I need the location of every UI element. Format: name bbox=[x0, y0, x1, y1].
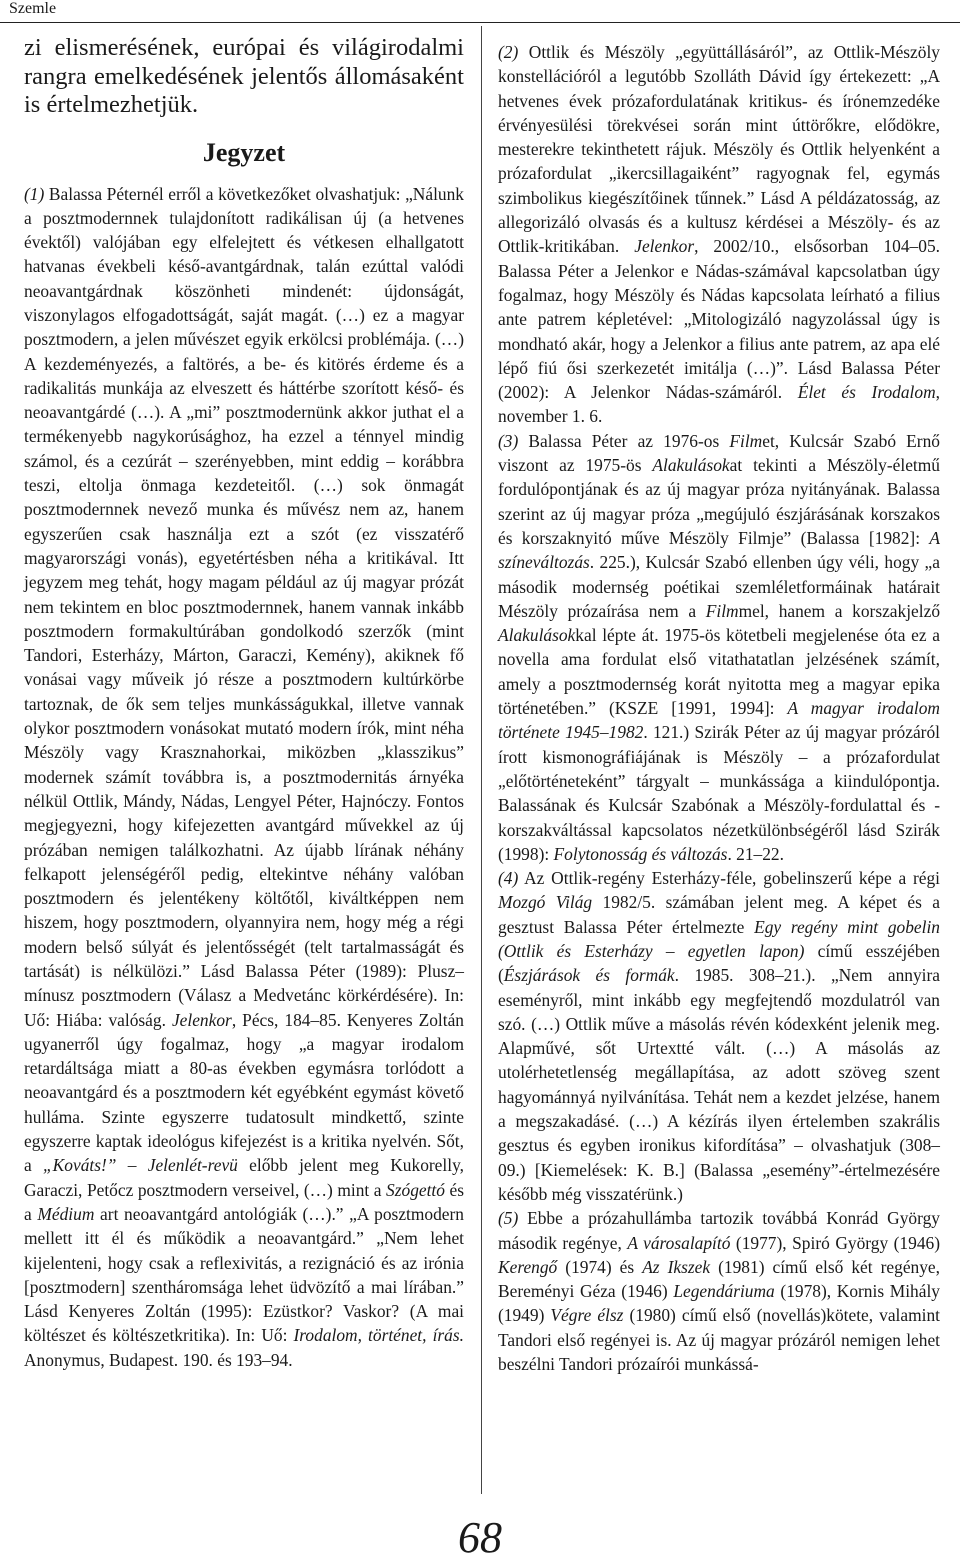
footnote-1 bbox=[24, 182, 464, 1373]
footnote-italic: A magyar irodalom története 1945–1982 bbox=[498, 698, 940, 743]
footnote-italic: A városalapító bbox=[627, 1232, 731, 1253]
footnote-text: mel, hanem a korszakjelző bbox=[738, 600, 941, 621]
footnote-italic: Film bbox=[705, 600, 739, 621]
footnote-text: , 2002/10., elsősorban 104–05. Balassa Péter a Jelenkor e Nádas-számával kapcsolatban úgy fogalmaz, hogy Mészöly és Nádas kapcsolata leírható a filius ante patrem képletével: „Mitologizáló nagyzolással úgy is mondható akár, hogy a Jelenkor a filius ante patrem, az apa elé lépő fiú ősi szerkezetét imitálja (…)”. Lásd Balassa Péter (2002): A Jelenkor Nádas-számáról. bbox=[498, 236, 940, 403]
footnote-italic: Jelenkor bbox=[171, 1009, 232, 1030]
footnote-italic: Irodalom, történet, írás. bbox=[293, 1325, 464, 1346]
footnote-text: . 225.), Kulcsár Szabó ellenben úgy véli, hogy „a második modernség poétikai szemléletformáinak határait Mészöly prózaírása nem a bbox=[498, 552, 940, 621]
footnote-text: (1974) és bbox=[557, 1256, 643, 1277]
footnote-italic: Mozgó Világ bbox=[498, 892, 593, 913]
footnote-text: Az Ottlik-regény Esterházy-féle, gobelinszerű képe a régi bbox=[518, 868, 940, 889]
footnote-text: at tekinti a Mészöly-életmű fordulópontjának és az új magyar próza nyitányának. Balassa szerint az új magyar próza „megújuló észjárásának korszakos és korszaknyitó műve Mészöly Filmje” (Balassa [1982]: bbox=[498, 455, 940, 548]
footnote-text: . 21–22. bbox=[727, 843, 784, 864]
header-rule bbox=[0, 22, 960, 23]
footnote-italic: Végre élsz bbox=[550, 1305, 624, 1326]
footnote-italic: Jelenkor bbox=[634, 236, 695, 257]
footnote-text: (1981) című első két regénye, Bereményi Géza (1946) bbox=[498, 1256, 940, 1302]
footnote-text: . 1985. 308–21.). „Nem annyira eseményről, mint inkább egy megfejtendő mozdulatról van szó. (…) Ottlik műve a másolás révén kódexként jelenik meg. Alapművé, sőt Urtextté vált. (…) A másolás az utolérhetetlenség megállapítása, az adott szöveg szent hagyománnyá nyilvánítása. Tehát nem a kezdet jelzése, hanem a megszakadásé. (…) A kézírás ilyen értelemben szakrális gesztus és egyben ironikus kifordítása” – olvashatjuk (308–09.) [Kiemelések: K. B.] (Balassa „esemény”-értelmezésére később még visszatérünk.) bbox=[498, 965, 940, 1204]
footnote-text: art neoavantgárd antológiák (…).” „A posztmodern mellett itt él és működik a neoavantgárd.” „Nem lehet kijelenteni, hogy csak a reflexivitás, a rezignáció és az irónia [posztmodern] szentháromsága lehet üdvözítő a mai lírában.” Lásd Kenyeres Zoltán (1995): Ezüstkor? Vaskor? (A mai költészet és költészetkritika). In: Uő: bbox=[24, 1203, 464, 1346]
footnote-text: , november 1. 6. bbox=[498, 382, 940, 427]
footnote-italic: Élet és Irodalom bbox=[797, 382, 936, 403]
right-column bbox=[498, 40, 940, 1376]
footnote-text: et, Kulcsár Szabó Ernő viszont az 1975-ös bbox=[498, 430, 940, 476]
footnote-text: és a bbox=[24, 1179, 464, 1224]
footnote-marker: (3) bbox=[498, 430, 519, 451]
footnote-text: , Pécs, 184–85. Kenyeres Zoltán ugyanerről úgy fogalmaz, hogy „a magyar irodalom retardáltsága miatt a 80-as években egymásra torlódott a neoavantgárd és a posztmodern két egyébként egymást követő hulláma. Szinte egyszerre tudatosult mindkettő, szinte egyszerre kaptak ideológus kifejezést is a kritika nyelvén. Sőt, a bbox=[24, 1009, 464, 1176]
footnote-italic: Alakulások bbox=[498, 625, 576, 646]
footnote-text: 1982/5. számában jelent meg. A képet és a gesztust Balassa Péter értelmezte bbox=[498, 892, 941, 937]
footnote-italic: Észjárások és formák bbox=[503, 965, 675, 986]
footnote-text: (1980) című első (novellás)kötete, valamint Tandori első regényei is. Az új magyar prózáról nemigen lehet beszélni Tandori prózaírói munkássá- bbox=[498, 1305, 940, 1375]
column-divider bbox=[481, 26, 482, 1494]
footnote-italic: Szógettó bbox=[386, 1179, 445, 1200]
footnote-italic: Egy regény mint gobelin (Ottlik és Esterházy – egyetlen lapon) bbox=[498, 916, 940, 961]
footnote-text: előbb jelent meg Kukorelly, Garaczi, Petőcz posztmodern verseivel, (…) mint a bbox=[24, 1155, 464, 1200]
footnote-4 bbox=[498, 866, 940, 1206]
footnote-italic: A színeváltozás bbox=[498, 527, 940, 573]
footnote-5 bbox=[498, 1206, 940, 1376]
footnote-marker: (4) bbox=[498, 868, 519, 889]
intro-paragraph: zi elismerésének, európai és világirodalmi rangra emelkedésének jelentős állomásaként is értelmezhetjük. bbox=[24, 34, 464, 118]
footnote-italic: Film bbox=[729, 430, 763, 451]
footnote-text: Ottlik és Mészöly „együttállásáról”, az Ottlik-Mészöly konstellációról a legutóbb Szolláth Dávid így értekezett: „A hetvenes évek prózafordulatának kritikus- és írónemzedéke érvényesülési törekvései során mint úttörőkre, elődökre, mesterekre tekinthetett rájuk. Mészöly és Ottlik helyenként a prózafordulat „ikercsillagaiként” ragyognak fel, egymás szimbolikus kiegészítőinek tűnnek.” Lásd A példázatosság, az allegorizáló olvasás és a kultusz kérdései a Mészöly- és az Ottlik-kritikában. bbox=[498, 42, 940, 257]
footnote-text: kal lépte át. 1975-ös kötetbeli megjelenése óta ez a novella ama fordulat első vitathatatlan jelzésének számít, amely a posztmodernség korát nyitotta meg a magyar epika történetében.” (KSZE [1991, 1994]: bbox=[498, 625, 940, 719]
footnote-text: Ebbe a prózahullámba tartozik továbbá Konrád György második regénye, bbox=[498, 1208, 940, 1253]
footnote-italic: Folytonosság és változás bbox=[553, 843, 728, 864]
footnote-marker: (2) bbox=[498, 42, 519, 62]
footnote-italic: Legendáriuma bbox=[673, 1281, 775, 1302]
footnote-3 bbox=[498, 429, 940, 866]
footnote-text: (1978), Kornis Mihály (1949) bbox=[498, 1281, 940, 1326]
footnote-text: című esszéjében ( bbox=[498, 940, 940, 986]
footnote-text: Balassa Péternél erről a következőket olvashatjuk: „Nálunk a posztmodernnek tulajdonított radikálisan új (a hetvenes évektől) valójában egy elfelejtett és vétkesen elhallgatott hatvanas évekbeli késő-avantgárdnak, talán ezúttal valódi neoavantgárdnak köszönheti mindenét: újdonságát, viszonylagos elfogadottságát, saját magát. (…) ez a magyar posztmodern, a jelen művészet egyik erkölcsi problémája. (…) A kezdeményezés, a faltörés, a be- és kitörés érdeme és a radikalitás munkája az elveszett és háttérbe szorított késő- és neoavantgárdé (…). A „mi” posztmodernünk akkor juthat el a termékenyebb nagykorúsághoz, ha ezzel a ténnyel mindig számol, és a cezúrát – szerényebben, mint eddig – korábbra teszi, eltolja önmaga kezdeteitől. (…) sok önmagát posztmodernnek nevező munka és művész nem az, hanem egyszerűen csak használja ezt a szót (ez visszatérő magyarországi vonás), egyetértésben néha a kritikával. Itt jegyzem meg tehát, hogy magam például az új magyar prózát nem tekintem en bloc posztmodernnek, hanem vannak inkább posztmodern formakultúrában gondolkodó szerzők (mint Tandori, Esterházy, Márton, Garaczi, Kemény), akiknek fő vonásai vagy műveik jó része a posztmodern kultúrkörbe tartoznak, de ők sem teljes munkásságukkal, illetve vannak olykor posztmodern vonásokat mutató modern írók, mint néha Mészöly vagy Krasznahorkai, miközben „klasszikus” modernek számít továbbra is, a posztmodernitás árnyéka nélkül Ottlik, Mándy, Nádas, Lengyel Péter, Hajnóczy. Fontos megjegyezni, hogy kifejezetten avantgárd művekkel az új prózában nemigen találkozhatni. Az újabb lírának néhány felkapott jelenségéről pedig, eltekintve néhány valóban posztmodern és jelentékeny költőtől, kiváltképpen nem hiszem, hogy posztmodern, olyannyira nem, hogy még a régi modern belső súlyát és jelentősségét (telt tartalmasságát és tartását) is nélkülözi.” Lásd Balassa Péter (1989): Plusz–mínusz posztmodern (Válasz a Medvetánc körkérdésére). In: Uő: Hiába: valóság. bbox=[24, 183, 464, 1030]
footnote-italic: Alakulások bbox=[652, 455, 730, 476]
footnote-text: (1977), Spiró György (1946) bbox=[730, 1232, 941, 1253]
footnote-2 bbox=[498, 40, 940, 429]
footnote-italic: Médium bbox=[37, 1203, 95, 1224]
section-title: Szemle bbox=[9, 0, 57, 17]
page-number: 68 bbox=[458, 1513, 502, 1562]
footnote-italic: Az Ikszek bbox=[642, 1256, 711, 1277]
notes-heading: Jegyzet bbox=[202, 137, 286, 167]
left-column bbox=[24, 34, 464, 1372]
footnote-text: . 121.) Szirák Péter az új magyar prózáról írott kismonográfiájának is Mészöly – a prózafordulat „előtörténeteként” tárgyalt – munkássága a kiindulópontja. Balassának és Kulcsár Szabónak a Mészöly-fordulattal és -korszakváltással kapcsolatos nézetkülönbségéről lásd Szirák (1998): bbox=[498, 722, 940, 864]
footnote-text: Balassa Péter az 1976-os bbox=[518, 430, 730, 451]
footnote-marker: (1) bbox=[24, 183, 45, 204]
footnote-italic: Kerengő bbox=[498, 1256, 558, 1277]
footnote-text: Anonymus, Budapest. 190. és 193–94. bbox=[24, 1349, 293, 1370]
footnote-italic: „Kováts!” – Jelenlét-revü bbox=[43, 1155, 238, 1176]
footnote-marker: (5) bbox=[498, 1208, 519, 1229]
